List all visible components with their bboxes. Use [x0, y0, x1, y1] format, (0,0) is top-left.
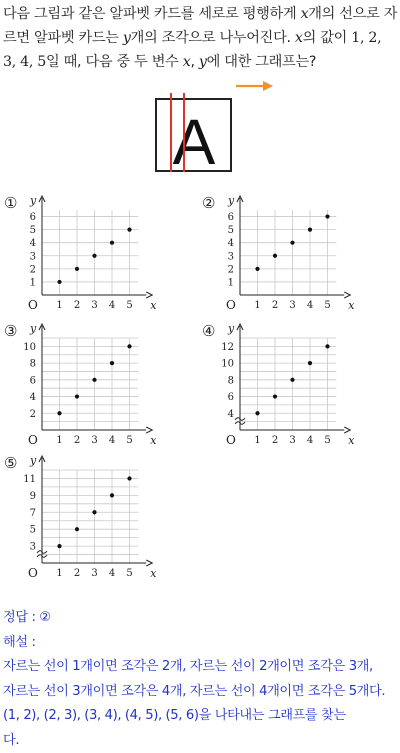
explanation-label: 해설 :: [3, 631, 400, 656]
explanation-line-4: 다.: [3, 729, 400, 753]
y-tick-label: 6: [228, 392, 234, 403]
data-point: [57, 544, 61, 548]
x-axis-label: x: [348, 299, 355, 312]
data-point: [110, 361, 114, 365]
y-tick-label: 1: [30, 277, 36, 288]
option-number: ⑤: [4, 454, 17, 472]
data-point: [325, 344, 329, 348]
origin-label: O: [28, 433, 38, 447]
origin-label: O: [28, 298, 38, 312]
data-point: [273, 394, 277, 398]
y-tick-label: 10: [23, 342, 36, 353]
question-line-2: 르면 알파벳 카드는 y개의 조각으로 나누어진다. x의 값이 1, 2,: [3, 26, 399, 50]
x-axis-label: x: [150, 299, 157, 312]
x-tick-label: 2: [74, 435, 80, 446]
x-axis-arrow-icon: [344, 427, 350, 433]
explanation-line-2: 자르는 선이 3개이면 조각은 4개, 자르는 선이 4개이면 조각은 5개다.: [3, 680, 400, 705]
data-point: [75, 527, 79, 531]
y-tick-label: 10: [221, 359, 234, 370]
data-point: [57, 280, 61, 284]
x-tick-label: 5: [126, 300, 132, 311]
data-point: [290, 378, 294, 382]
data-point: [75, 394, 79, 398]
data-point: [75, 267, 79, 271]
data-point: [325, 214, 329, 218]
x-tick-label: 3: [91, 435, 97, 446]
x-tick-label: 3: [91, 568, 97, 579]
explanation-line-3: (1, 2), (2, 3), (3, 4), (4, 5), (5, 6)을 나타내는 그래프를 찾는: [3, 704, 400, 729]
x-axis-label: x: [150, 567, 157, 580]
y-tick-label: 3: [30, 542, 36, 553]
x-tick-label: 2: [272, 300, 278, 311]
y-axis-label: y: [29, 322, 37, 335]
y-tick-label: 4: [30, 392, 36, 403]
x-tick-label: 5: [324, 435, 330, 446]
answer-label: 정답 : ②: [3, 606, 400, 631]
x-tick-label: 4: [307, 435, 313, 446]
move-arrow-icon: [236, 78, 276, 94]
x-axis-label: x: [348, 434, 355, 447]
y-tick-label: 2: [30, 264, 36, 275]
x-tick-label: 4: [109, 300, 115, 311]
y-tick-label: 8: [228, 375, 234, 386]
y-axis-label: y: [29, 194, 37, 207]
x-axis-arrow-icon: [344, 292, 350, 298]
x-tick-label: 4: [109, 435, 115, 446]
y-tick-label: 1: [228, 277, 234, 288]
data-point: [57, 411, 61, 415]
x-tick-label: 3: [91, 300, 97, 311]
question-line-3: 3, 4, 5일 때, 다음 중 두 변수 x, y에 대한 그래프는?: [3, 50, 399, 74]
graph-option-1: [0, 190, 200, 320]
y-tick-label: 3: [228, 251, 234, 262]
data-point: [92, 378, 96, 382]
x-tick-label: 5: [126, 568, 132, 579]
data-point: [273, 254, 277, 258]
x-tick-label: 2: [74, 300, 80, 311]
question-text: [3, 2, 399, 74]
graph-option-4: [198, 318, 398, 448]
y-tick-label: 5: [228, 225, 234, 236]
x-axis-label: x: [150, 434, 157, 447]
x-axis-arrow-icon: [146, 292, 152, 298]
y-axis-label: y: [29, 454, 37, 467]
data-point: [127, 476, 131, 480]
option-number: ②: [202, 194, 215, 212]
alphabet-card: [155, 93, 232, 172]
x-tick-label: 1: [56, 300, 62, 311]
origin-label: O: [28, 566, 38, 580]
data-point: [308, 361, 312, 365]
x-tick-label: 2: [74, 568, 80, 579]
y-tick-label: 2: [30, 409, 36, 420]
x-tick-label: 3: [289, 300, 295, 311]
x-tick-label: 1: [254, 300, 260, 311]
data-point: [255, 411, 259, 415]
x-tick-label: 1: [56, 568, 62, 579]
graph-option-2: [198, 190, 398, 320]
y-tick-label: 7: [30, 508, 36, 519]
x-tick-label: 1: [254, 435, 260, 446]
y-tick-label: 9: [30, 491, 36, 502]
graph-option-3: [0, 318, 200, 448]
x-axis-arrow-icon: [146, 427, 152, 433]
y-tick-label: 3: [30, 251, 36, 262]
y-tick-label: 5: [30, 525, 36, 536]
x-tick-label: 4: [307, 300, 313, 311]
y-tick-label: 11: [23, 474, 36, 485]
origin-label: O: [226, 433, 236, 447]
x-tick-label: 4: [109, 568, 115, 579]
y-tick-label: 2: [228, 264, 234, 275]
origin-label: O: [226, 298, 236, 312]
card-letter: A: [173, 106, 216, 172]
y-tick-label: 8: [30, 359, 36, 370]
option-number: ③: [4, 322, 17, 340]
data-point: [127, 344, 131, 348]
data-point: [127, 228, 131, 232]
solution-section: [3, 606, 400, 753]
x-tick-label: 5: [126, 435, 132, 446]
x-axis-arrow-icon: [146, 560, 152, 566]
data-point: [92, 510, 96, 514]
y-tick-label: 6: [228, 212, 234, 223]
y-tick-label: 5: [30, 225, 36, 236]
option-number: ④: [202, 322, 215, 340]
x-tick-label: 3: [289, 435, 295, 446]
y-axis-label: y: [227, 322, 235, 335]
y-tick-label: 4: [228, 238, 234, 249]
x-tick-label: 5: [324, 300, 330, 311]
data-point: [92, 254, 96, 258]
data-point: [110, 493, 114, 497]
y-tick-label: 4: [228, 409, 234, 420]
y-tick-label: 6: [30, 375, 36, 386]
y-tick-label: 12: [221, 342, 234, 353]
question-line-1: 다음 그림과 같은 알파벳 카드를 세로로 평행하게 x개의 선으로 자: [3, 2, 399, 26]
x-tick-label: 1: [56, 435, 62, 446]
data-point: [290, 241, 294, 245]
y-tick-label: 6: [30, 212, 36, 223]
option-number: ①: [4, 194, 17, 212]
x-tick-label: 2: [272, 435, 278, 446]
y-tick-label: 4: [30, 238, 36, 249]
explanation-line-1: 자르는 선이 1개이면 조각은 2개, 자르는 선이 2개이면 조각은 3개,: [3, 655, 400, 680]
data-point: [110, 241, 114, 245]
y-axis-label: y: [227, 194, 235, 207]
data-point: [255, 267, 259, 271]
data-point: [308, 228, 312, 232]
graph-option-5: [0, 450, 200, 580]
